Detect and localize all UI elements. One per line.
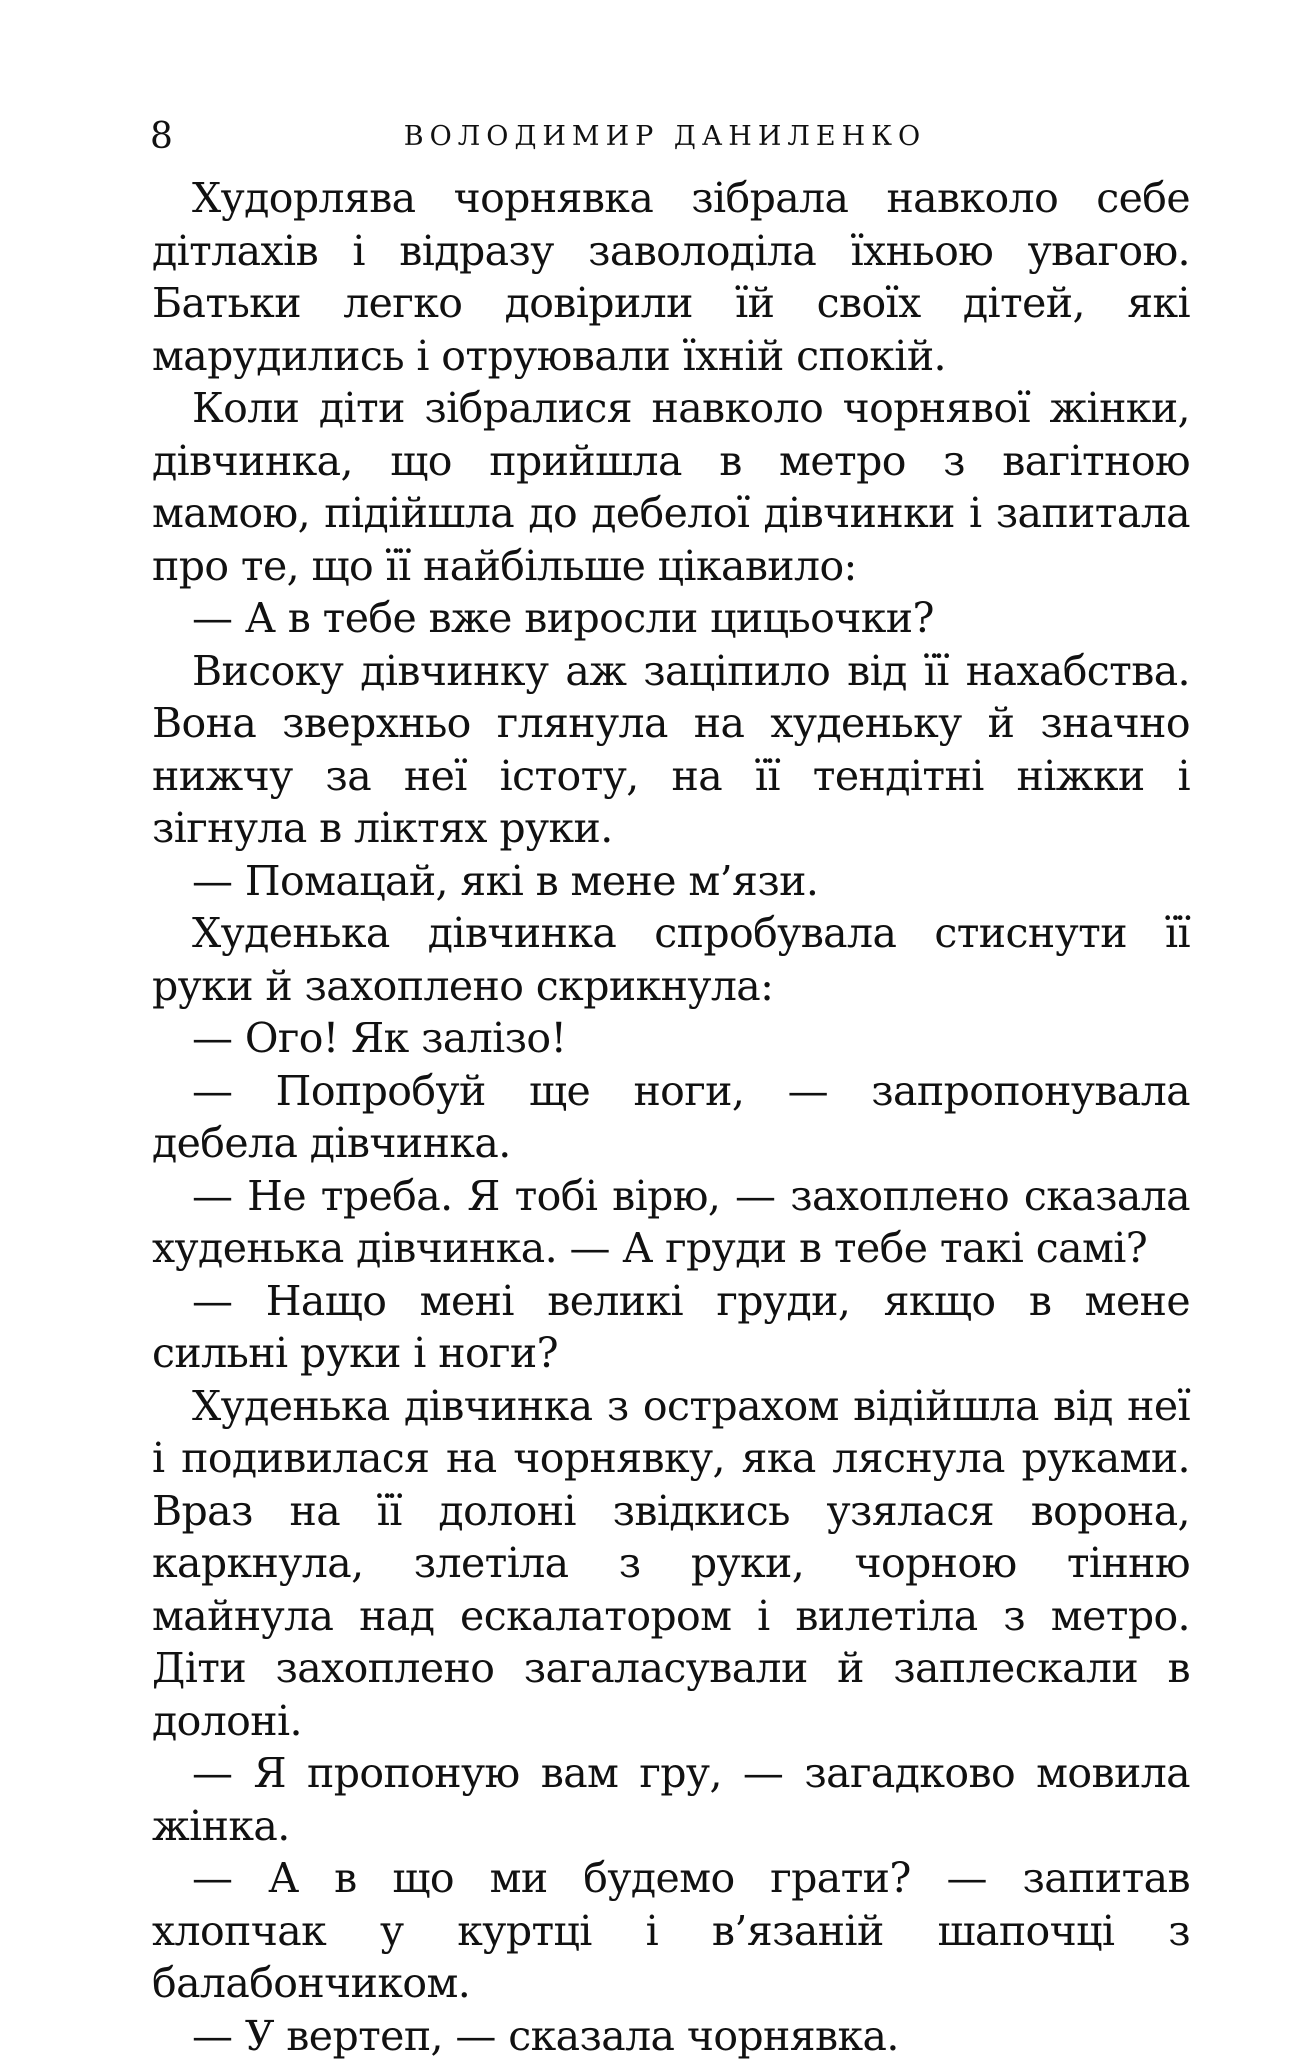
running-head-author: ВОЛОДИМИР ДАНИЛЕНКО <box>150 112 1180 162</box>
body-text <box>152 172 1190 2062</box>
dialogue-line: — А в що ми будемо грати? — запитав хлопчак у куртці і в’язаній шапочці з балабончиком. <box>152 1852 1190 2010</box>
page-header <box>150 112 1180 162</box>
dialogue-line: — А в тебе вже виросли цицьочки? <box>152 592 1190 645</box>
dialogue-line: — Помацай, які в мене м’язи. <box>152 855 1190 908</box>
dialogue-line: — Я пропоную вам гру, — загадково мовила жінка. <box>152 1747 1190 1852</box>
dialogue-line: — Не треба. Я тобі вірю, — захоплено сказала худенька дівчинка. — А груди в тебе такі самі? <box>152 1170 1190 1275</box>
dialogue-line: — У вертеп, — сказала чорнявка. <box>152 2010 1190 2062</box>
paragraph: Худенька дівчинка спробувала стиснути її руки й захоплено скрикнула: <box>152 907 1190 1012</box>
paragraph: Високу дівчинку аж заціпило від її нахабства. Вона зверхньо глянула на худеньку й значно нижчу за неї істоту, на її тендітні ніжки і зігнула в ліктях руки. <box>152 645 1190 855</box>
page-number: 8 <box>150 112 173 162</box>
dialogue-line: — Нащо мені великі груди, якщо в мене сильні руки і ноги? <box>152 1275 1190 1380</box>
paragraph: Худенька дівчинка з острахом відійшла від неї і подивилася на чорнявку, яка ляснула руками. Враз на її долоні звідкись узялася ворона, каркнула, злетіла з руки, чорною тінню майнула над ескалатором і вилетіла з метро. Діти захоплено загаласували й заплескали в долоні. <box>152 1380 1190 1748</box>
dialogue-line: — Ого! Як залізо! <box>152 1012 1190 1065</box>
paragraph: Худорлява чорнявка зібрала навколо себе дітлахів і відразу заволоділа їхньою увагою. Батьки легко довірили їй своїх дітей, які марудились і отруювали їхній спокій. <box>152 172 1190 382</box>
paragraph: Коли діти зібралися навколо чорнявої жінки, дівчинка, що прийшла в метро з вагітною мамою, підійшла до дебелої дівчинки і запитала про те, що її найбільше цікавило: <box>152 382 1190 592</box>
dialogue-line: — Попробуй ще ноги, — запропонувала дебела дівчинка. <box>152 1065 1190 1170</box>
